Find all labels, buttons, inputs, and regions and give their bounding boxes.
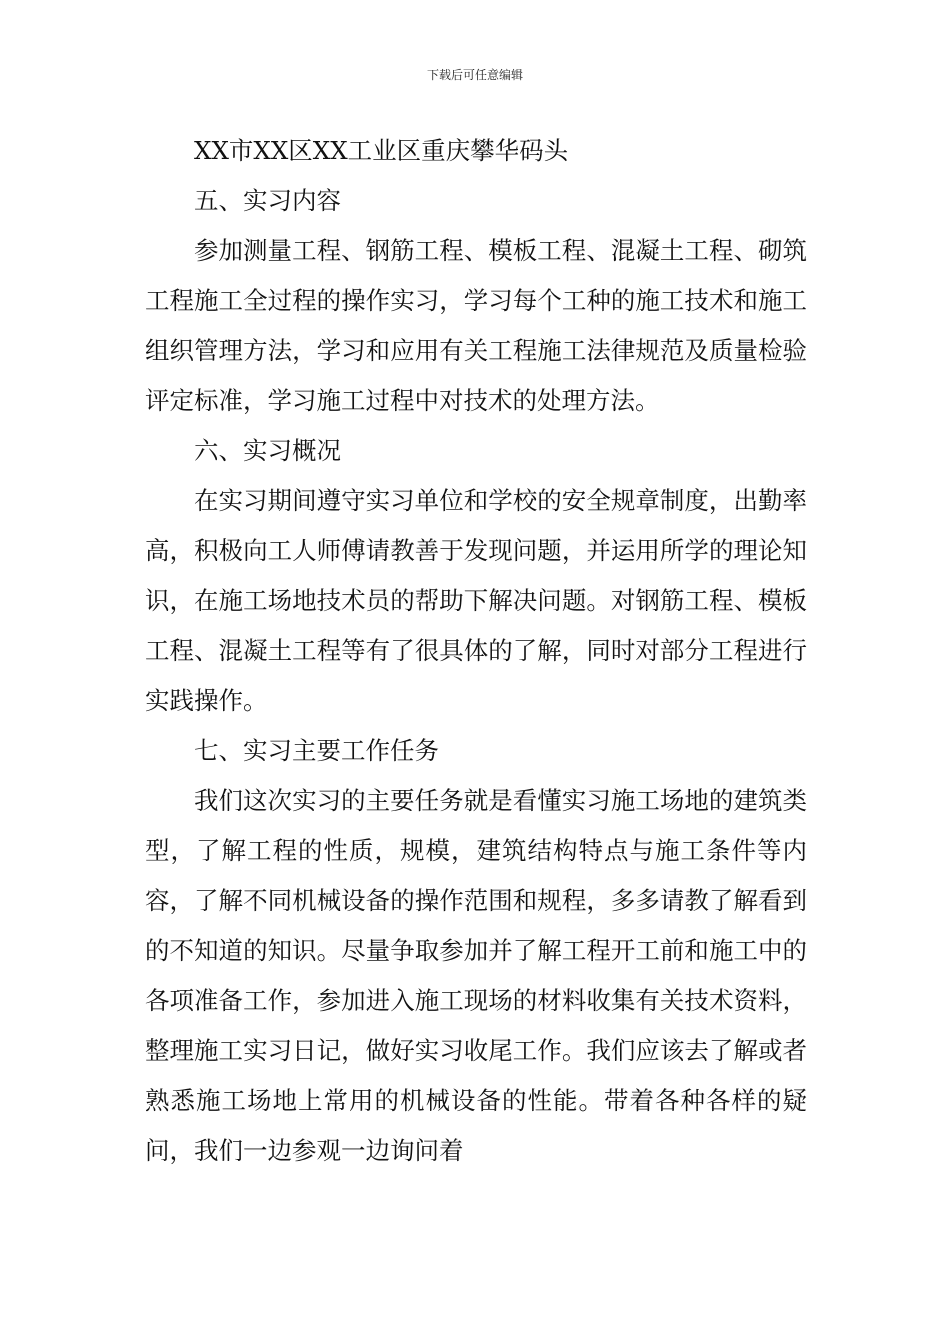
header-note: 下载后可任意编辑 — [426, 68, 523, 82]
paragraph-main-tasks: 我们这次实习的主要任务就是看懂实习施工场地的建筑类型，了解工程的性质，规模，建筑结构特点与施工条件等内容，了解不同机械设备的操作范围和规程，多多请教了解看到的不知道的知识。尽量争取参加并了解工程开工前和施工中的各项准备工作，参加进入施工现场的材料收集有关技术资料，整理施工实习日记，做好实习收尾工作。我们应该去了解或者熟悉施工场地上常用的机械设备的性能。带着各种各样的疑问，我们一边参观一边询问着 — [145, 786, 807, 1165]
paragraph-internship-content: 参加测量工程、钢筋工程、模板工程、混凝土工程、砌筑工程施工全过程的操作实习，学习每个工种的施工技术和施工组织管理方法，学习和应用有关工程施工法律规范及质量检验评定标准，学习施工过程中对技术的处理方法。 — [145, 236, 807, 415]
section-heading-internship-content: 五、实习内容 — [194, 186, 341, 215]
document-body — [145, 126, 807, 1176]
section-heading-main-tasks: 七、实习主要工作任务 — [194, 736, 439, 765]
section-heading-internship-overview: 六、实习概况 — [194, 436, 341, 465]
address-line: XX市XX区XX工业区重庆攀华码头 — [194, 136, 569, 165]
paragraph-internship-overview: 在实习期间遵守实习单位和学校的安全规章制度，出勤率高，积极向工人师傅请教善于发现问题，并运用所学的理论知识，在施工场地技术员的帮助下解决问题。对钢筋工程、模板工程、混凝土工程等有了很具体的了解，同时对部分工程进行实践操作。 — [145, 486, 807, 715]
